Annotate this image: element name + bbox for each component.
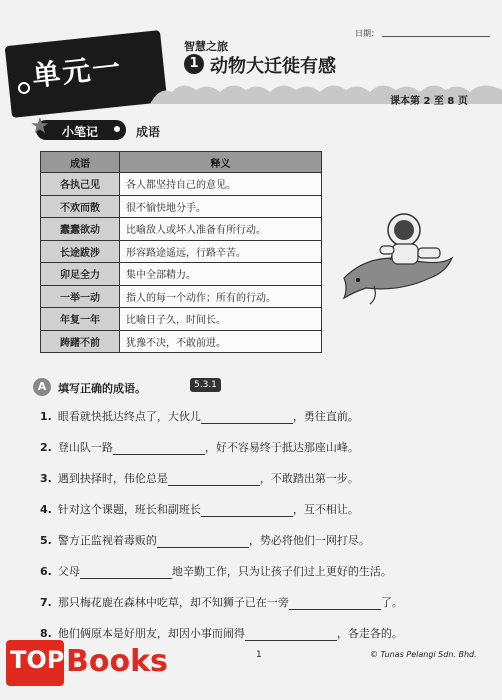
textbook-reference: 课本第 2 至 8 页 (390, 96, 468, 107)
idiom-term: 蠢蠢欲动 (41, 218, 120, 241)
question-text-after: ，好不容易终于抵达那座山峰。 (204, 441, 359, 454)
table-row (41, 308, 322, 331)
idiom-term: 年复一年 (41, 308, 120, 331)
question-item (40, 594, 403, 610)
question-item (40, 532, 370, 548)
idiom-term: 长途跋涉 (41, 240, 120, 263)
series-label: 智慧之旅 (184, 40, 228, 53)
logo-top-text: TOP (10, 646, 65, 674)
table-row (41, 173, 322, 196)
lesson-title: 动物大迁徙有感 (210, 56, 336, 77)
question-item (40, 470, 359, 486)
answer-blank[interactable] (201, 504, 293, 517)
idiom-term: 一举一动 (41, 285, 120, 308)
date-line (382, 36, 490, 37)
question-text-after: ，互不相让。 (292, 503, 359, 516)
question-text-before: 那只梅花鹿在森林中吃草，却不知狮子已在一旁 (57, 596, 289, 609)
idiom-meaning: 比喻日子久，时间长。 (120, 308, 322, 331)
question-number: 7. (40, 596, 52, 609)
question-text-before: 警方正监视着毒贩的 (57, 534, 157, 547)
answer-blank[interactable] (289, 597, 381, 610)
notes-topic: 成语 (136, 125, 161, 139)
question-text-after: ，不敢踏出第一步。 (259, 472, 359, 485)
idiom-term: 不欢而散 (41, 195, 120, 218)
table-row (41, 195, 322, 218)
idiom-table (40, 151, 322, 353)
question-text-after: 地辛勤工作，只为让孩子们过上更好的生活。 (171, 565, 392, 578)
astronaut-dolphin-illustration (330, 200, 460, 310)
question-item (40, 563, 392, 579)
question-text-after: 了。 (380, 596, 403, 609)
question-item (40, 625, 403, 641)
question-text-before: 父母 (57, 565, 80, 578)
idiom-meaning: 各人都坚持自己的意见。 (120, 173, 322, 196)
table-row (41, 240, 322, 263)
question-number: 3. (40, 472, 52, 485)
question-text-before: 遇到抉择时，伟伦总是 (57, 472, 168, 485)
question-text-after: ，各走各的。 (336, 627, 403, 640)
answer-blank[interactable] (201, 411, 293, 424)
section-a-badge: A (33, 378, 51, 396)
idiom-term: 各执己见 (41, 173, 120, 196)
table-row (41, 263, 322, 286)
section-a-instruction: 填写正确的成语。 (58, 382, 146, 395)
idiom-meaning: 形容路途遥远，行路辛苦。 (120, 240, 322, 263)
answer-blank[interactable] (157, 535, 249, 548)
answer-blank[interactable] (113, 442, 205, 455)
question-number: 2. (40, 441, 52, 454)
question-number: 8. (40, 627, 52, 640)
question-text-before: 登山队一路 (57, 441, 113, 454)
question-text-before: 针对这个课题，班长和副班长 (57, 503, 201, 516)
publisher-credit: © Tunas Pelangi Sdn. Bhd. (370, 650, 477, 659)
question-number: 1. (40, 410, 52, 423)
question-number: 6. (40, 565, 52, 578)
answer-blank[interactable] (245, 628, 337, 641)
idiom-meaning: 比喻敌人或坏人准备有所行动。 (120, 218, 322, 241)
date-label: 日期： (355, 29, 379, 38)
table-row (41, 330, 322, 353)
section-a-code: 5.3.1 (190, 378, 221, 392)
idiom-meaning: 犹豫不决，不敢前进。 (120, 330, 322, 353)
question-item (40, 501, 359, 517)
question-item (40, 408, 359, 424)
column-header-meaning: 释义 (120, 152, 322, 173)
question-text-before: 他们俩原本是好朋友，却因小事而闹得 (57, 627, 245, 640)
star-icon: ★ (30, 114, 50, 139)
idiom-meaning: 指人的每一个动作；所有的行动。 (120, 285, 322, 308)
question-number: 4. (40, 503, 52, 516)
idiom-term: 踌躇不前 (41, 330, 120, 353)
column-header-idiom: 成语 (41, 152, 120, 173)
unit-title: 单元一 (30, 50, 124, 93)
table-row (41, 218, 322, 241)
notes-label: 小笔记 (62, 125, 99, 139)
question-text-after: ，勇往直前。 (292, 410, 359, 423)
bullet-dot-icon (114, 126, 120, 132)
question-text-before: 眼看就快抵达终点了，大伙儿 (57, 410, 201, 423)
logo-books-text: Books (66, 644, 168, 679)
question-text-after: ，势必将他们一网打尽。 (248, 534, 370, 547)
idiom-meaning: 很不愉快地分手。 (120, 195, 322, 218)
page-number: 1 (256, 650, 262, 660)
table-row (41, 285, 322, 308)
answer-blank[interactable] (80, 566, 172, 579)
idiom-term: 卯足全力 (41, 263, 120, 286)
lesson-number: 1 (184, 54, 204, 74)
answer-blank[interactable] (168, 473, 260, 486)
question-number: 5. (40, 534, 52, 547)
question-item (40, 439, 359, 455)
idiom-meaning: 集中全部精力。 (120, 263, 322, 286)
